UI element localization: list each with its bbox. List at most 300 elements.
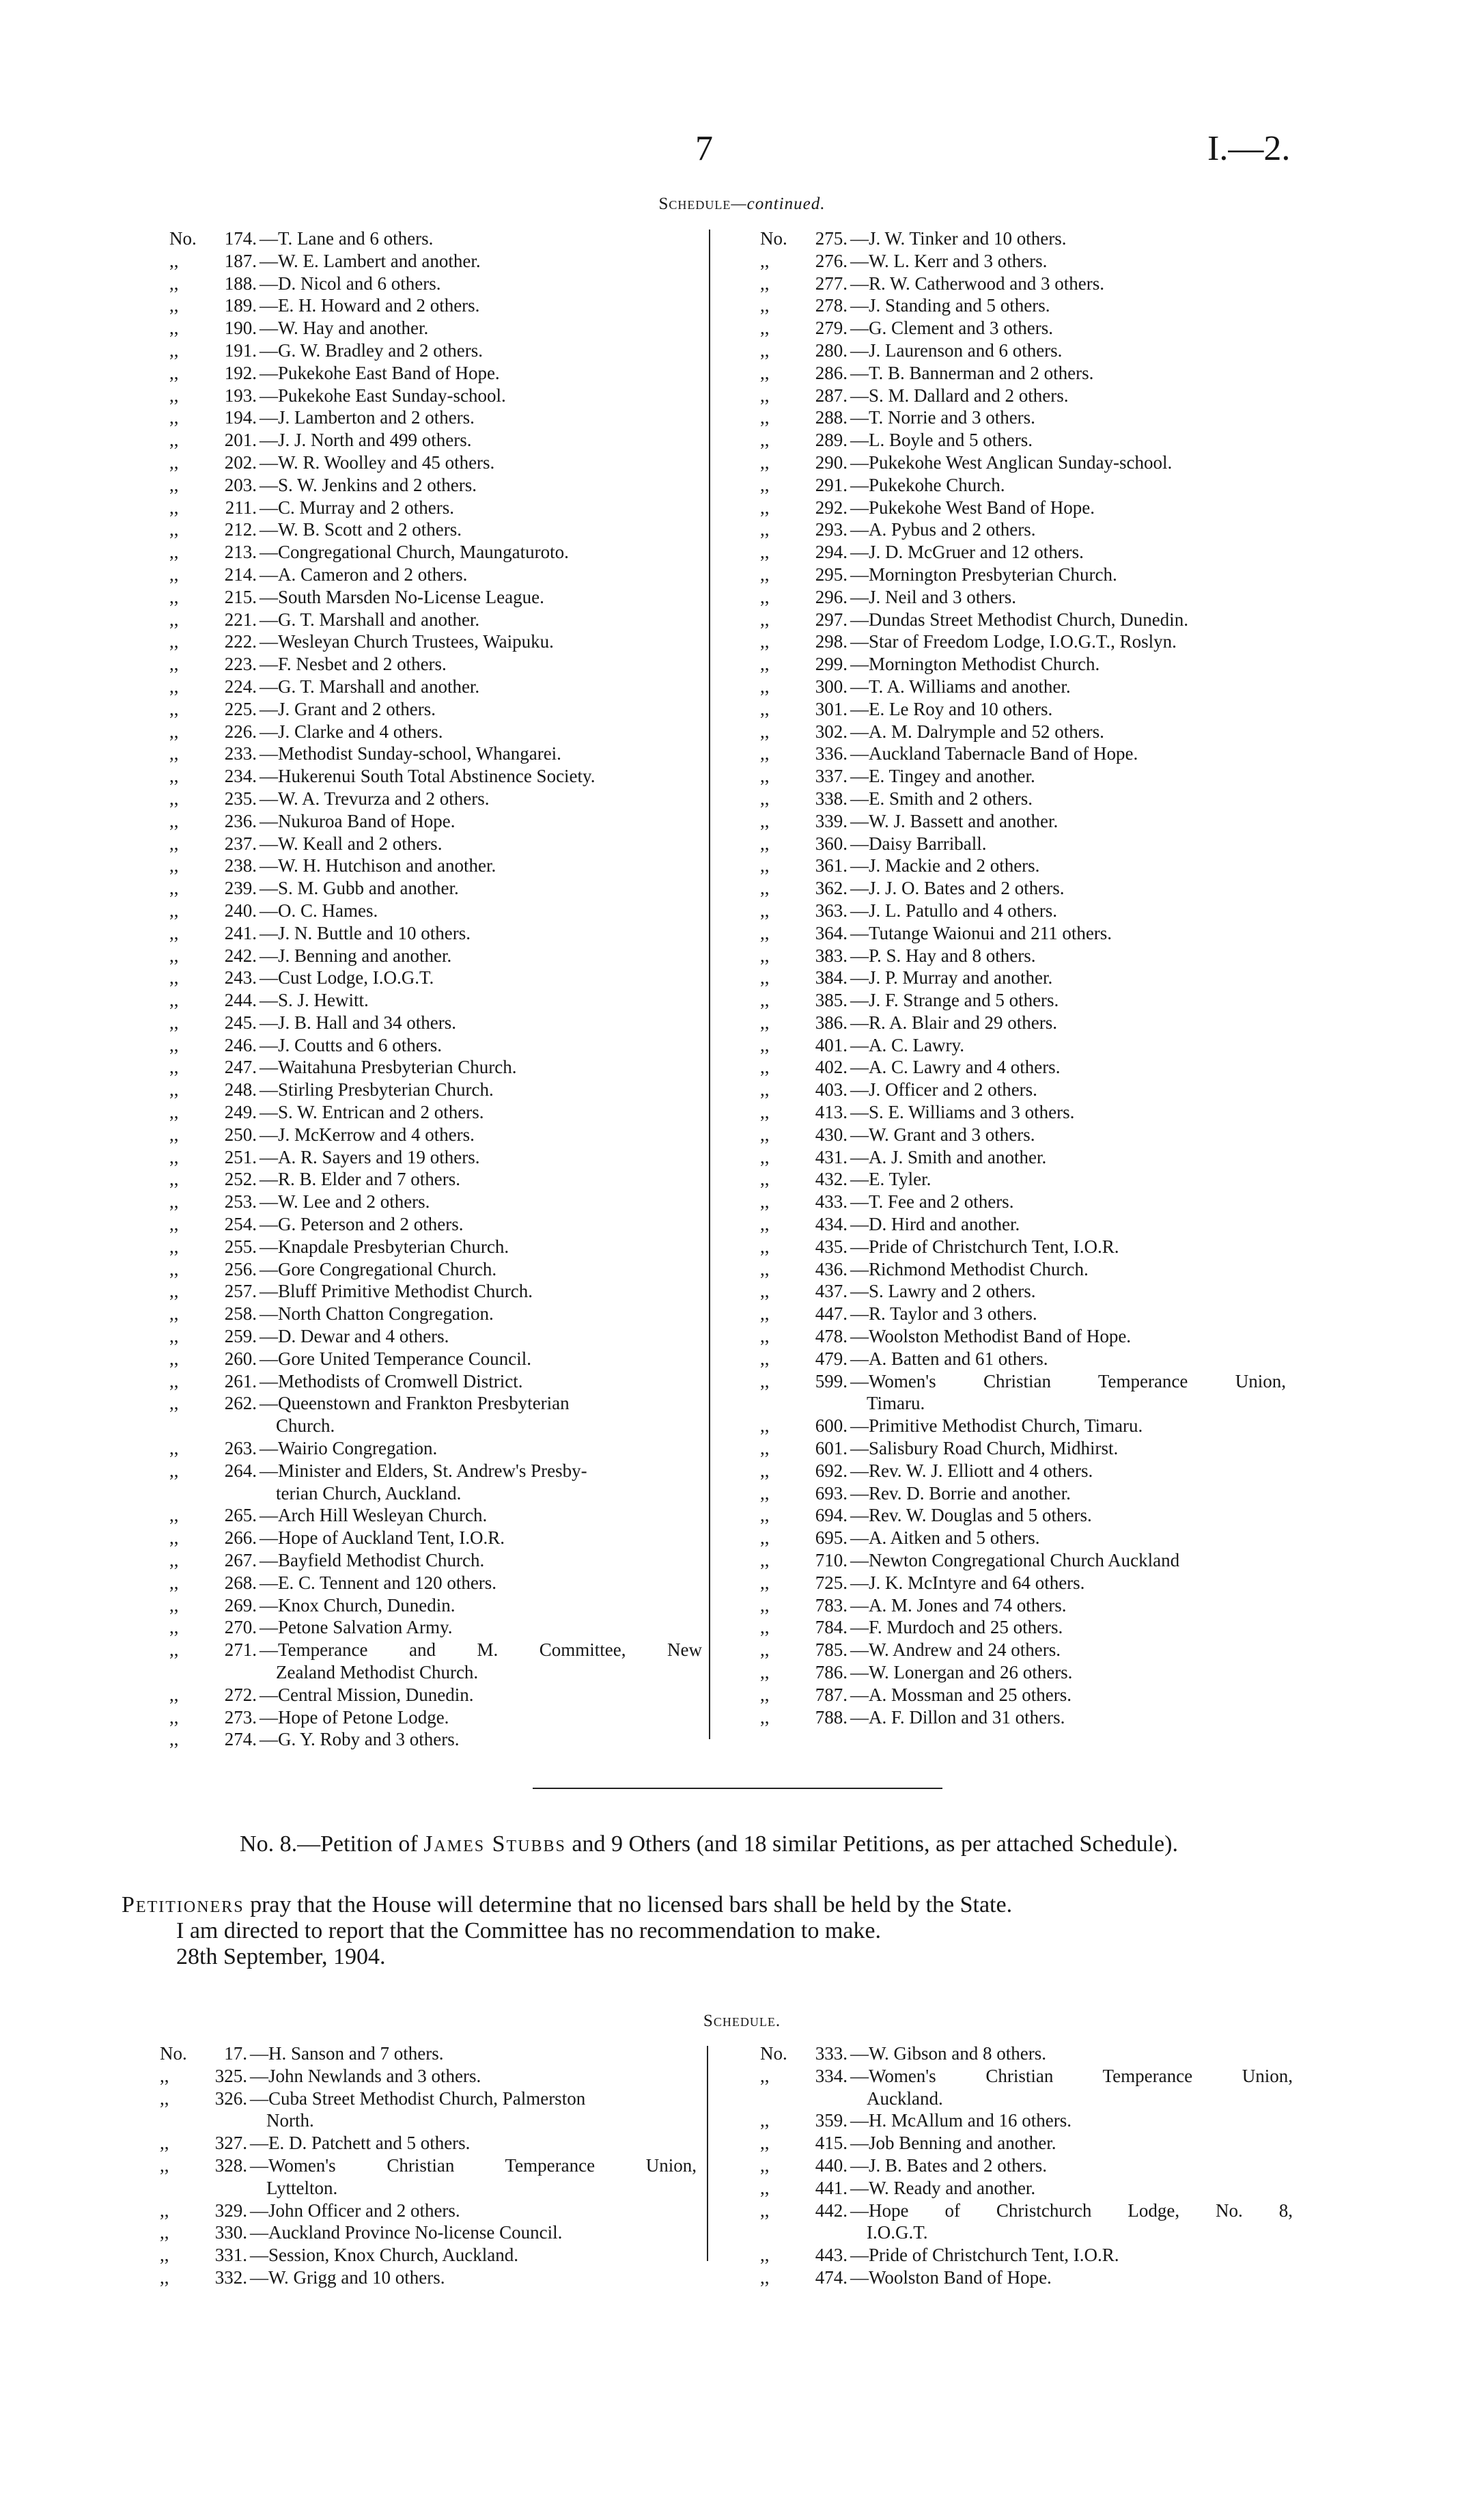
- entry-text-wrap: terian Church, Auckland.: [276, 1482, 462, 1503]
- entry-prefix: ,,: [760, 788, 770, 809]
- entry-prefix: ,,: [169, 1527, 179, 1549]
- schedule-entry: [760, 922, 1286, 945]
- entry-text: —Women's Christian Temperance Union,: [250, 2154, 697, 2176]
- entry-text: —F. Nesbet and 2 others.: [260, 654, 447, 675]
- entry-text-block: [257, 452, 702, 474]
- schedule-entry: [760, 1258, 1286, 1281]
- entry-continuation: [160, 2109, 697, 2132]
- entry-number: 326.: [214, 2088, 247, 2109]
- entry-text-block: [848, 474, 1286, 497]
- schedule-entry: [169, 1504, 702, 1527]
- entry-text: —J. B. Bates and 2 others.: [850, 2154, 1047, 2176]
- schedule-entry: [169, 676, 702, 698]
- entry-prefix: ,,: [169, 743, 179, 764]
- entry-number: 239.: [224, 878, 257, 899]
- entry-prefix: ,,: [169, 430, 179, 451]
- schedule-entry: [169, 1594, 702, 1617]
- entry-text: —E. C. Tennent and 120 others.: [260, 1572, 497, 1593]
- petitioner-name: James Stubbs: [423, 1831, 566, 1857]
- entry-text-wrap: Timaru.: [867, 1393, 925, 1414]
- schedule-entry: [760, 1191, 1286, 1213]
- entry-text: —R. Taylor and 3 others.: [850, 1303, 1037, 1325]
- entry-text: —Pukekohe East Sunday-school.: [260, 385, 506, 406]
- entry-number: 242.: [224, 945, 257, 966]
- petition-prayer: [122, 1892, 1296, 1918]
- entry-text: —Pukekohe East Band of Hope.: [260, 362, 500, 383]
- entry-prefix: ,,: [169, 1438, 179, 1459]
- entry-text: —R. A. Blair and 29 others.: [850, 1012, 1057, 1033]
- schedule-entry: [760, 2042, 1293, 2065]
- entry-number: 256.: [224, 1258, 257, 1279]
- entry-prefix: ,,: [760, 318, 770, 339]
- entry-number: 260.: [224, 1348, 257, 1369]
- entry-text-block: [257, 362, 702, 385]
- entry-number: 359.: [815, 2110, 848, 2131]
- entry-text-block: [257, 1056, 702, 1079]
- entry-text: —W. A. Trevurza and 2 others.: [260, 788, 490, 809]
- entry-text: —G. T. Marshall and another.: [260, 609, 480, 630]
- entry-prefix: ,,: [169, 1393, 179, 1414]
- schedule-entry: [760, 1616, 1286, 1639]
- entry-number: 280.: [815, 339, 848, 361]
- schedule-entry: [169, 362, 702, 385]
- schedule-entry: [169, 1527, 702, 1549]
- entry-number: 275.: [815, 228, 848, 249]
- petition-title-pre: No. 8.—Petition of: [240, 1831, 424, 1857]
- entry-number: 215.: [224, 586, 257, 607]
- entry-prefix: ,,: [760, 452, 770, 473]
- schedule-entry: [169, 1056, 702, 1079]
- entry-prefix: ,,: [760, 810, 770, 831]
- entry-text: —J. Grant and 2 others.: [260, 698, 436, 719]
- entry-number: 211.: [225, 497, 257, 518]
- schedule-entry: [760, 676, 1286, 698]
- entry-text-block: [848, 1661, 1286, 1684]
- entry-text: —A. M. Jones and 74 others.: [850, 1594, 1067, 1616]
- entry-prefix: ,,: [760, 631, 770, 652]
- entry-prefix: ,,: [760, 833, 770, 854]
- schedule-entry: [760, 1504, 1286, 1527]
- entry-text: —J. K. McIntyre and 64 others.: [850, 1572, 1085, 1593]
- entry-prefix: ,,: [760, 721, 770, 742]
- schedule-entry: [760, 855, 1286, 877]
- entry-number: 327.: [214, 2133, 247, 2154]
- entry-number: 431.: [815, 1146, 848, 1167]
- entry-prefix: ,,: [760, 1706, 770, 1728]
- schedule-entry: [760, 1325, 1286, 1348]
- entry-text-wrap: Zealand Methodist Church.: [276, 1662, 479, 1682]
- entry-number: 202.: [224, 452, 257, 473]
- schedule-entry: [760, 362, 1286, 385]
- entry-number: 213.: [224, 542, 257, 563]
- entry-prefix: ,,: [760, 1482, 770, 1503]
- entry-text-block: [247, 2065, 697, 2088]
- entry-text-block: [848, 1056, 1286, 1079]
- schedule-entry: [760, 788, 1286, 810]
- entry-text-block: [257, 1303, 702, 1325]
- schedule-entry: [760, 1437, 1286, 1460]
- schedule-entry: [760, 1415, 1286, 1437]
- entry-number: 265.: [224, 1505, 257, 1526]
- entry-text-block: [257, 765, 702, 788]
- schedule-entry: [760, 1012, 1286, 1034]
- entry-text: —J. Laurenson and 6 others.: [850, 339, 1063, 361]
- schedule-entry: [160, 2267, 697, 2289]
- entry-prefix: ,,: [169, 1572, 179, 1593]
- entry-prefix: No.: [169, 228, 197, 249]
- entry-number: 261.: [224, 1370, 257, 1391]
- schedule-entry: [760, 497, 1286, 519]
- entry-number: 253.: [224, 1191, 257, 1212]
- entry-text: —J. Neil and 3 others.: [850, 586, 1016, 607]
- entry-number: 268.: [224, 1572, 257, 1593]
- schedule-entry: [760, 810, 1286, 833]
- entry-text-block: [257, 227, 702, 250]
- entry-text: —Methodist Sunday-school, Whangarei.: [260, 743, 561, 764]
- entry-text-block: [257, 1236, 702, 1258]
- entry-number: 337.: [815, 766, 848, 787]
- entry-text: —G. T. Marshall and another.: [260, 676, 480, 697]
- schedule-entry: [760, 2267, 1293, 2289]
- entry-text: —Nukuroa Band of Hope.: [260, 810, 456, 831]
- schedule-entry: [160, 2088, 697, 2110]
- entry-text-block: [848, 1191, 1286, 1213]
- schedule-entry: [169, 1639, 702, 1661]
- schedule-entry: [169, 922, 702, 945]
- entry-number: 433.: [815, 1191, 848, 1212]
- entry-text-block: [848, 1258, 1286, 1281]
- entry-text-block: [257, 1460, 702, 1482]
- schedule-entry: [760, 967, 1286, 989]
- entry-prefix: ,,: [169, 1460, 179, 1481]
- entry-number: 693.: [815, 1482, 848, 1503]
- entry-text-block: [257, 1124, 702, 1146]
- entry-number: 212.: [224, 519, 257, 540]
- entry-prefix: ,,: [760, 2065, 770, 2086]
- entry-text-wrap: Church.: [276, 1415, 335, 1437]
- schedule-entry: [169, 497, 702, 519]
- entry-text: —J. Officer and 2 others.: [850, 1079, 1037, 1100]
- schedule-entry: [760, 339, 1286, 362]
- entry-text-block: [848, 1706, 1286, 1729]
- entry-text-block: [257, 1370, 702, 1393]
- schedule-entry: [760, 564, 1286, 586]
- entry-text-block: [848, 1594, 1286, 1617]
- entry-number: 296.: [815, 586, 848, 607]
- schedule-entry: [169, 855, 702, 877]
- entry-text-block: [257, 676, 702, 698]
- entry-prefix: ,,: [760, 1527, 770, 1549]
- entry-number: 330.: [214, 2222, 247, 2243]
- entry-prefix: ,,: [760, 497, 770, 518]
- entry-text: —W. Hay and another.: [260, 318, 429, 339]
- entry-text: —Mornington Presbyterian Church.: [850, 564, 1117, 585]
- entry-prefix: ,,: [160, 2245, 169, 2266]
- entry-text-block: [848, 227, 1286, 250]
- entry-prefix: ,,: [169, 407, 179, 428]
- entry-text: —Pride of Christchurch Tent, I.O.R.: [850, 2245, 1119, 2266]
- entry-text-block: [257, 721, 702, 743]
- entry-prefix: ,,: [760, 273, 770, 294]
- schedule2-left-column: [160, 2042, 697, 2289]
- entry-text: —Woolston Methodist Band of Hope.: [850, 1326, 1132, 1347]
- entry-number: 187.: [224, 250, 257, 271]
- entry-text: —Tutange Waionui and 211 others.: [850, 922, 1112, 943]
- entry-text-block: [257, 630, 702, 653]
- petitioners-label: Petitioners: [122, 1892, 244, 1917]
- schedule-entry: [169, 250, 702, 273]
- entry-number: 272.: [224, 1684, 257, 1705]
- entry-text: —Mornington Methodist Church.: [850, 654, 1100, 675]
- entry-prefix: ,,: [160, 2065, 169, 2086]
- schedule-entry: [169, 1079, 702, 1101]
- entry-prefix: ,,: [169, 1214, 179, 1235]
- entry-text-block: [848, 2244, 1293, 2267]
- entry-prefix: ,,: [760, 2133, 770, 2154]
- schedule-entry: [169, 227, 702, 250]
- entry-text: —G. Clement and 3 others.: [850, 318, 1053, 339]
- entry-text-block: [257, 810, 702, 833]
- entry-text: —Women's Christian Temperance Union,: [850, 2065, 1293, 2086]
- entry-text: —J. J. North and 499 others.: [260, 430, 472, 451]
- entry-continuation: [760, 2221, 1293, 2244]
- schedule-entry: [760, 1124, 1286, 1146]
- schedule-entry: [169, 1706, 702, 1729]
- entry-text-block: [257, 1392, 702, 1415]
- schedule-entry: [169, 317, 702, 339]
- schedule-entry: [760, 273, 1286, 295]
- schedule-entry: [169, 1191, 702, 1213]
- entry-text: —A. Aitken and 5 others.: [850, 1527, 1040, 1549]
- entry-text: —Petone Salvation Army.: [260, 1617, 453, 1638]
- entry-prefix: ,,: [760, 1034, 770, 1055]
- entry-text-block: [848, 1684, 1286, 1706]
- entry-number: 201.: [224, 430, 257, 451]
- schedule-entry: [169, 1124, 702, 1146]
- committee-report: I am directed to report that the Committee has no recommendation to make.: [176, 1918, 881, 1943]
- entry-text: —Rev. W. J. Elliott and 4 others.: [850, 1460, 1093, 1481]
- schedule-entry: [169, 518, 702, 541]
- schedule-entry: [169, 1213, 702, 1236]
- schedule-entry: [760, 1056, 1286, 1079]
- entry-number: 290.: [815, 452, 848, 473]
- schedule-entry: [169, 1616, 702, 1639]
- entry-prefix: ,,: [760, 698, 770, 719]
- entry-number: 361.: [815, 855, 848, 876]
- entry-prefix: ,,: [169, 273, 179, 294]
- schedule-entry: [169, 788, 702, 810]
- entry-prefix: ,,: [760, 1572, 770, 1593]
- entry-text-block: [257, 497, 702, 519]
- entry-text: —G. Peterson and 2 others.: [260, 1214, 464, 1235]
- schedule-entry: [760, 1146, 1286, 1169]
- schedule-entry: [169, 900, 702, 922]
- schedule-heading-suffix: —continued.: [731, 195, 826, 213]
- entry-number: 247.: [224, 1057, 257, 1078]
- entry-number: 236.: [224, 810, 257, 831]
- entry-text-block: [848, 317, 1286, 339]
- entry-prefix: ,,: [760, 1617, 770, 1638]
- entry-text-block: [257, 273, 702, 295]
- entry-text-block: [257, 1280, 702, 1303]
- entry-text-block: [848, 1549, 1286, 1572]
- schedule-entry: [169, 385, 702, 407]
- schedule-entry: [169, 721, 702, 743]
- entry-text-block: [257, 1549, 702, 1572]
- entry-number: 294.: [815, 542, 848, 563]
- entry-prefix: ,,: [760, 1146, 770, 1167]
- entry-prefix: ,,: [169, 452, 179, 473]
- entry-text-block: [848, 1012, 1286, 1034]
- entry-text-block: [257, 653, 702, 676]
- entry-prefix: ,,: [169, 250, 179, 271]
- entry-number: 329.: [214, 2200, 247, 2221]
- entry-text-block: [257, 1213, 702, 1236]
- entry-number: 258.: [224, 1303, 257, 1325]
- entry-prefix: ,,: [160, 2200, 169, 2221]
- entry-text: —J. Standing and 5 others.: [850, 295, 1050, 316]
- entry-text-block: [848, 2042, 1293, 2065]
- schedule-entry: [160, 2200, 697, 2222]
- schedule-entry: [169, 294, 702, 317]
- entry-prefix: ,,: [760, 1236, 770, 1257]
- entry-prefix: ,,: [169, 1706, 179, 1728]
- entry-text-block: [257, 385, 702, 407]
- entry-text: —Knox Church, Dunedin.: [260, 1594, 456, 1616]
- entry-prefix: ,,: [760, 564, 770, 585]
- entry-prefix: ,,: [760, 1639, 770, 1661]
- entry-text-block: [257, 541, 702, 564]
- entry-text-block: [848, 630, 1286, 653]
- entry-number: 245.: [224, 1012, 257, 1033]
- page-number: 7: [695, 129, 713, 168]
- entry-prefix: ,,: [169, 855, 179, 876]
- entry-prefix: ,,: [169, 788, 179, 809]
- entry-prefix: ,,: [169, 1303, 179, 1325]
- entry-prefix: ,,: [169, 654, 179, 675]
- entry-number: 246.: [224, 1034, 257, 1055]
- schedule-entry: [760, 1527, 1286, 1549]
- entry-number: 441.: [815, 2177, 848, 2198]
- entry-text: —Congregational Church, Maungaturoto.: [260, 542, 569, 563]
- entry-text: —Gore Congregational Church.: [260, 1258, 497, 1279]
- entry-text: —Pukekohe Church.: [850, 474, 1005, 495]
- entry-text: —Women's Christian Temperance Union,: [850, 1370, 1286, 1391]
- entry-text: —Auckland Province No-license Council.: [250, 2222, 563, 2243]
- entry-text: —J. J. O. Bates and 2 others.: [850, 878, 1065, 899]
- entry-prefix: ,,: [760, 1057, 770, 1078]
- entry-number: 226.: [224, 721, 257, 742]
- entry-prefix: ,,: [760, 900, 770, 921]
- entry-number: 264.: [224, 1460, 257, 1481]
- entry-number: 292.: [815, 497, 848, 518]
- entry-number: 325.: [214, 2065, 247, 2086]
- entry-prefix: ,,: [760, 1281, 770, 1302]
- entry-number: 784.: [815, 1617, 848, 1638]
- entry-text-block: [848, 900, 1286, 922]
- entry-text-wrap: North.: [266, 2110, 314, 2131]
- entry-prefix: ,,: [760, 2267, 770, 2288]
- entry-number: 339.: [815, 810, 848, 831]
- entry-text: —Minister and Elders, St. Andrew's Presby-: [260, 1460, 587, 1481]
- column-divider: [709, 230, 710, 1739]
- entry-number: 276.: [815, 250, 848, 271]
- entry-number: 269.: [224, 1594, 257, 1616]
- entry-number: 435.: [815, 1236, 848, 1257]
- entry-text: —A. J. Smith and another.: [850, 1146, 1047, 1167]
- entry-text-block: [848, 1482, 1286, 1505]
- schedule-entry: [760, 1370, 1286, 1393]
- schedule-entry: [169, 698, 702, 721]
- entry-text-wrap: Lyttelton.: [266, 2177, 338, 2198]
- schedule-entry: [760, 385, 1286, 407]
- schedule-entry: [169, 1572, 702, 1594]
- entry-text-block: [257, 518, 702, 541]
- entry-text-block: [257, 429, 702, 452]
- entry-number: 252.: [224, 1169, 257, 1190]
- entry-text-block: [247, 2088, 697, 2110]
- entry-number: 692.: [815, 1460, 848, 1481]
- entry-text: —Central Mission, Dunedin.: [260, 1684, 474, 1705]
- entry-text-block: [848, 653, 1286, 676]
- schedule-entry: [160, 2154, 697, 2177]
- entry-number: 192.: [224, 362, 257, 383]
- schedule-entry: [760, 1101, 1286, 1124]
- entry-text-block: [848, 2109, 1293, 2132]
- entry-text: —E. H. Howard and 2 others.: [260, 295, 480, 316]
- entry-text: —Bluff Primitive Methodist Church.: [260, 1281, 533, 1302]
- entry-text: —Gore United Temperance Council.: [260, 1348, 531, 1369]
- schedule-entry: [169, 1280, 702, 1303]
- entry-prefix: ,,: [169, 676, 179, 697]
- schedule-entry: [169, 429, 702, 452]
- entry-text: —E. D. Patchett and 5 others.: [250, 2133, 471, 2154]
- entry-number: 386.: [815, 1012, 848, 1033]
- entry-text: —T. Norrie and 3 others.: [850, 407, 1035, 428]
- entry-text: —W. Keall and 2 others.: [260, 833, 443, 854]
- entry-text-block: [848, 1280, 1286, 1303]
- entry-prefix: ,,: [160, 2222, 169, 2243]
- entry-prefix: No.: [160, 2043, 187, 2064]
- entry-prefix: ,,: [160, 2267, 169, 2288]
- entry-text-block: [257, 339, 702, 362]
- entry-text: —T. Fee and 2 others.: [850, 1191, 1014, 1212]
- entry-prefix: ,,: [760, 1191, 770, 1212]
- schedule-entry: [760, 317, 1286, 339]
- entry-number: 402.: [815, 1057, 848, 1078]
- schedule-entry: [169, 273, 702, 295]
- entry-prefix: ,,: [169, 1729, 179, 1750]
- schedule-entry: [169, 1146, 702, 1169]
- schedule-entry: [760, 1572, 1286, 1594]
- schedule-entry: [169, 1303, 702, 1325]
- entry-prefix: ,,: [760, 1662, 770, 1682]
- entry-prefix: ,,: [169, 1370, 179, 1391]
- entry-text: —Pukekohe West Band of Hope.: [850, 497, 1095, 518]
- entry-prefix: ,,: [760, 339, 770, 361]
- entry-text-block: [257, 743, 702, 765]
- entry-prefix: ,,: [760, 430, 770, 451]
- schedule-heading: Schedule.: [703, 2012, 781, 2030]
- entry-number: 262.: [224, 1393, 257, 1414]
- entry-prefix: ,,: [760, 1348, 770, 1369]
- entry-number: 401.: [815, 1034, 848, 1055]
- schedule-entry: [169, 1728, 702, 1751]
- schedule-entry: [169, 1236, 702, 1258]
- entry-prefix: ,,: [169, 1550, 179, 1571]
- schedule-entry: [169, 1684, 702, 1706]
- entry-prefix: ,,: [169, 1057, 179, 1078]
